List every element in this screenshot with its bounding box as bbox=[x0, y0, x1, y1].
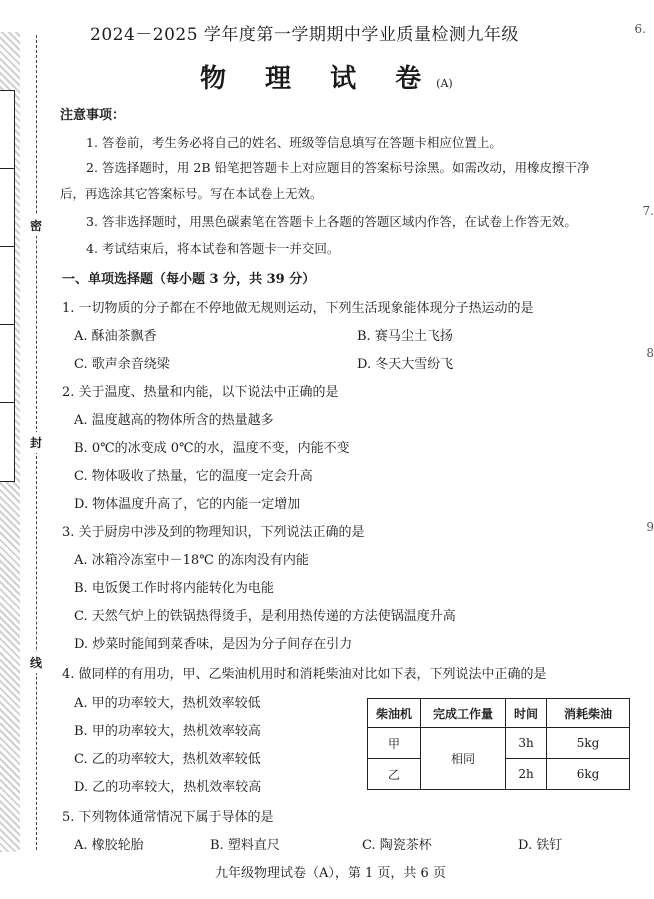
exam-title-suffix: (A) bbox=[436, 77, 453, 90]
page-footer: 九年级物理试卷（A），第 1 页，共 6 页 bbox=[215, 866, 446, 881]
table-cell: 6kg bbox=[547, 759, 630, 790]
notice-item: 1. 答卷前，考生务必将自己的姓名、班级等信息填写在答题卡相应位置上。 bbox=[86, 135, 502, 150]
seal-label-mi: 密 bbox=[28, 215, 44, 236]
option-b: B. 甲的功率较大，热机效率较高 bbox=[74, 724, 261, 739]
option-d: D. 冬天大雪纷飞 bbox=[357, 357, 454, 372]
column-header: 柴油机 bbox=[368, 699, 421, 728]
student-info-box bbox=[0, 90, 15, 482]
exam-header: 2024－2025 学年度第一学期期中学业质量检测九年级 bbox=[90, 25, 519, 45]
seal-label-feng: 封 bbox=[28, 432, 44, 453]
column-header: 时间 bbox=[506, 699, 547, 728]
table-cell: 相同 bbox=[421, 728, 506, 790]
table-cell: 乙 bbox=[368, 759, 421, 790]
question-stem: 2. 关于温度、热量和内能，以下说法中正确的是 bbox=[62, 385, 339, 400]
info-cell bbox=[0, 91, 14, 169]
option-a: A. 冰箱冷冻室中－18℃ 的冻肉没有内能 bbox=[74, 553, 309, 568]
column-header: 完成工作量 bbox=[421, 699, 506, 728]
option-a: A. 酥油茶飘香 bbox=[74, 329, 157, 344]
question-stem: 1. 一切物质的分子都在不停地做无规则运动，下列生活现象能体现分子热运动的是 bbox=[62, 301, 534, 316]
diesel-engine-table bbox=[367, 698, 630, 790]
right-margin-number: 7. bbox=[642, 204, 654, 218]
option-d: D. 物体温度升高了，它的内能一定增加 bbox=[74, 497, 301, 512]
exam-title-text: 物 理 试 卷 bbox=[200, 64, 437, 94]
table-header-row bbox=[368, 699, 630, 728]
notice-title: 注意事项： bbox=[60, 108, 126, 123]
option-a: A. 温度越高的物体所含的热量越多 bbox=[74, 413, 274, 428]
option-c: C. 天然气炉上的铁锅热得烫手，是利用热传递的方法使锅温度升高 bbox=[74, 609, 456, 624]
option-d: D. 炒菜时能闻到菜香味，是因为分子间存在引力 bbox=[74, 637, 353, 652]
info-cell bbox=[0, 247, 14, 325]
table-cell: 3h bbox=[506, 728, 547, 759]
notice-item: 3. 答非选择题时，用黑色碳素笔在答题卡上各题的答题区域内作答，在试卷上作答无效。 bbox=[86, 214, 577, 229]
option-d: D. 乙的功率较大，热机效率较高 bbox=[74, 780, 262, 795]
seal-label-xian: 线 bbox=[28, 652, 44, 673]
notice-item: 2. 答选择题时，用 2B 铅笔把答题卡上对应题目的答案标号涂黑。如需改动，用橡皮擦干净 bbox=[86, 160, 590, 175]
option-a: A. 甲的功率较大，热机效率较低 bbox=[74, 696, 261, 711]
table-cell: 甲 bbox=[368, 728, 421, 759]
option-b: B. 电饭煲工作时将内能转化为电能 bbox=[74, 581, 274, 596]
option-a: A. 橡胶轮胎 bbox=[74, 838, 144, 853]
question-stem: 5. 下列物体通常情况下属于导体的是 bbox=[62, 810, 274, 825]
section-heading: 一、单项选择题（每小题 3 分，共 39 分） bbox=[62, 272, 316, 287]
option-d: D. 铁钉 bbox=[518, 838, 563, 853]
notice-item: 4. 考试结束后，将本试卷和答题卡一并交回。 bbox=[86, 241, 340, 256]
option-c: C. 乙的功率较大，热机效率较低 bbox=[74, 752, 261, 767]
option-b: B. 塑料直尺 bbox=[210, 838, 280, 853]
right-margin-number: 9 bbox=[646, 520, 654, 534]
question-stem: 4. 做同样的有用功，甲、乙柴油机用时和消耗柴油对比如下表，下列说法中正确的是 bbox=[62, 667, 547, 682]
option-c: C. 歌声余音绕梁 bbox=[74, 357, 170, 372]
notice-item-continued: 后，再选涂其它答案标号。写在本试卷上无效。 bbox=[60, 186, 323, 201]
option-b: B. 赛马尘土飞扬 bbox=[357, 329, 453, 344]
column-header: 消耗柴油 bbox=[547, 699, 630, 728]
right-margin-number: 8 bbox=[646, 346, 654, 360]
table-cell: 5kg bbox=[547, 728, 630, 759]
option-c: C. 陶瓷茶杯 bbox=[362, 838, 432, 853]
question-stem: 3. 关于厨房中涉及到的物理知识，下列说法正确的是 bbox=[62, 525, 365, 540]
exam-title bbox=[200, 58, 460, 95]
option-b: B. 0℃的冰变成 0℃的水，温度不变，内能不变 bbox=[74, 441, 350, 456]
table-cell: 2h bbox=[506, 759, 547, 790]
info-cell bbox=[0, 325, 14, 403]
info-cell bbox=[0, 169, 14, 247]
right-margin-number: 6. bbox=[634, 22, 646, 36]
option-c: C. 物体吸收了热量，它的温度一定会升高 bbox=[74, 469, 313, 484]
table-row bbox=[368, 728, 630, 759]
info-cell bbox=[0, 403, 14, 480]
